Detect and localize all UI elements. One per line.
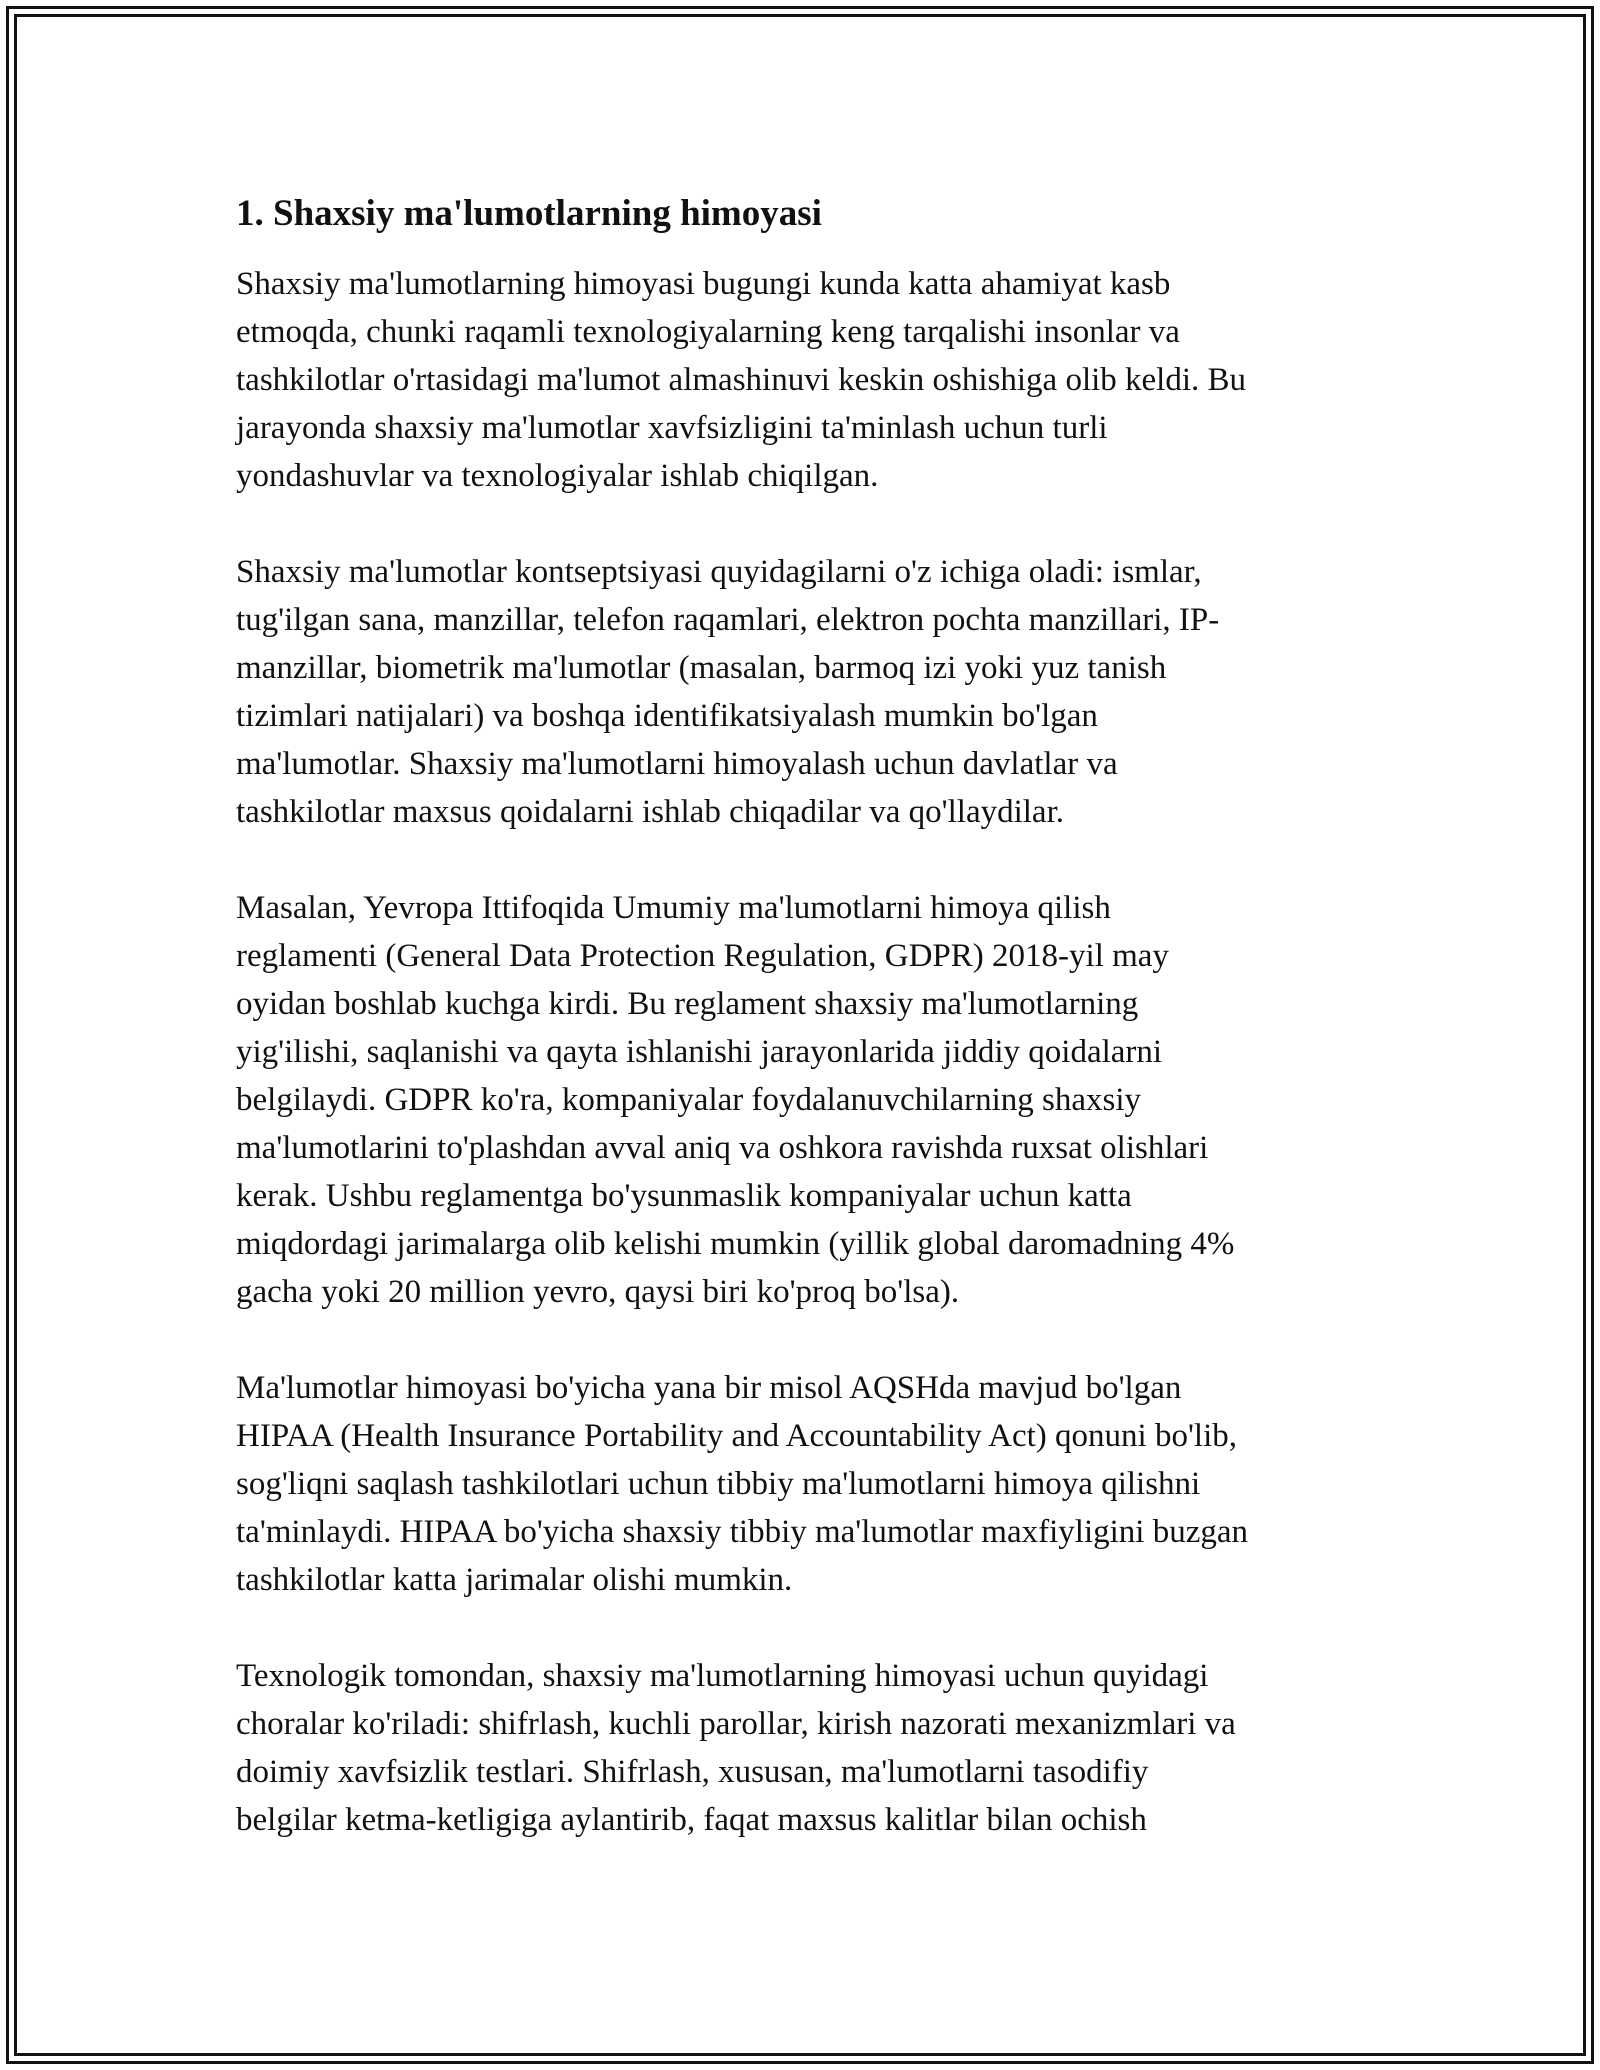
text-line: gacha yoki 20 million yevro, qaysi biri ko'proq bo'lsa). [236, 1274, 960, 1310]
text-line: tug'ilgan sana, manzillar, telefon raqamlari, elektron pochta manzillari, IP- [236, 602, 1220, 638]
text-line: yig'ilishi, saqlanishi va qayta ishlanishi jarayonlarida jiddiy qoidalarni [236, 1034, 1163, 1070]
text-line: Masalan, Yevropa Ittifoqida Umumiy ma'lumotlarni himoya qilish [236, 890, 1111, 926]
paragraph-hipaa [236, 1364, 1376, 1604]
text-line: jarayonda shaxsiy ma'lumotlar xavfsizligini ta'minlash uchun turli [236, 410, 1108, 446]
text-line: Texnologik tomondan, shaxsiy ma'lumotlarning himoyasi uchun quyidagi [236, 1658, 1209, 1694]
text-line: choralar ko'riladi: shifrlash, kuchli parollar, kirish nazorati mexanizmlari va [236, 1706, 1236, 1742]
text-line: reglamenti (General Data Protection Regulation, GDPR) 2018-yil may [236, 938, 1169, 974]
text-line: miqdordagi jarimalarga olib kelishi mumkin (yillik global daromadning 4% [236, 1226, 1235, 1262]
paragraph-intro [236, 260, 1376, 500]
text-line: Shaxsiy ma'lumotlarning himoyasi bugungi kunda katta ahamiyat kasb [236, 266, 1171, 302]
text-line: Ma'lumotlar himoyasi bo'yicha yana bir misol AQSHda mavjud bo'lgan [236, 1370, 1182, 1406]
text-line: ma'lumotlarini to'plashdan avval aniq va oshkora ravishda ruxsat olishlari [236, 1130, 1209, 1166]
text-line: yondashuvlar va texnologiyalar ishlab chiqilgan. [236, 458, 879, 494]
text-line: belgilar ketma-ketligiga aylantirib, faqat maxsus kalitlar bilan ochish [236, 1802, 1147, 1838]
text-line: tashkilotlar katta jarimalar olishi mumkin. [236, 1562, 793, 1598]
text-line: tashkilotlar maxsus qoidalarni ishlab chiqadilar va qo'llaydilar. [236, 794, 1064, 830]
text-line: tizimlari natijalari) va boshqa identifikatsiyalash mumkin bo'lgan [236, 698, 1098, 734]
text-line: sog'liqni saqlash tashkilotlari uchun tibbiy ma'lumotlarni himoya qilishni [236, 1466, 1201, 1502]
text-line: ta'minlaydi. HIPAA bo'yicha shaxsiy tibbiy ma'lumotlar maxfiyligini buzgan [236, 1514, 1248, 1550]
text-line: Shaxsiy ma'lumotlar kontseptsiyasi quyidagilarni o'z ichiga oladi: ismlar, [236, 554, 1202, 590]
document-body [236, 190, 1376, 1844]
text-line: etmoqda, chunki raqamli texnologiyalarning keng tarqalishi insonlar va [236, 314, 1180, 350]
text-line: tashkilotlar o'rtasidagi ma'lumot almashinuvi keskin oshishiga olib keldi. Bu [236, 362, 1247, 398]
paragraph-technology [236, 1652, 1376, 1844]
text-line: HIPAA (Health Insurance Portability and Accountability Act) qonuni bo'lib, [236, 1418, 1237, 1454]
section-heading: 1. Shaxsiy ma'lumotlarning himoyasi [236, 193, 822, 234]
text-line: kerak. Ushbu reglamentga bo'ysunmaslik kompaniyalar uchun katta [236, 1178, 1132, 1214]
paragraph-concept [236, 548, 1376, 836]
paragraph-gdpr [236, 884, 1376, 1316]
text-line: oyidan boshlab kuchga kirdi. Bu reglament shaxsiy ma'lumotlarning [236, 986, 1139, 1022]
text-line: manzillar, biometrik ma'lumotlar (masalan, barmoq izi yoki yuz tanish [236, 650, 1167, 686]
text-line: belgilaydi. GDPR ko'ra, kompaniyalar foydalanuvchilarning shaxsiy [236, 1082, 1142, 1118]
text-line: doimiy xavfsizlik testlari. Shifrlash, xususan, ma'lumotlarni tasodifiy [236, 1754, 1149, 1790]
text-line: ma'lumotlar. Shaxsiy ma'lumotlarni himoyalash uchun davlatlar va [236, 746, 1118, 782]
